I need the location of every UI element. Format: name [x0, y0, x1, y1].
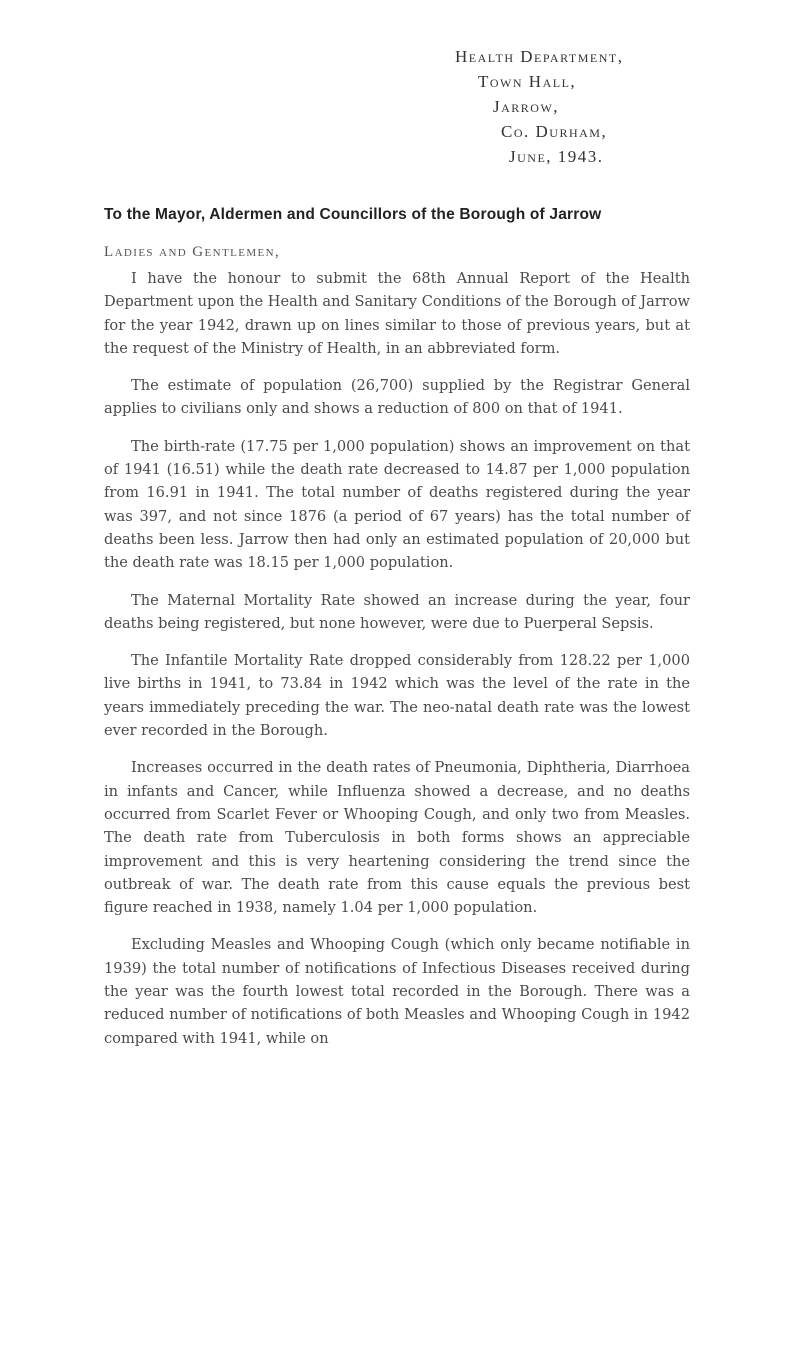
sender-address [455, 44, 623, 169]
paragraph: Increases occurred in the death rates of Pneumonia, Diphtheria, Diarrhoea in infants and Cancer, while Influenza showed a decrease, and no deaths occurred from Scarlet Fever or Whooping Cough, and only two from Measles. The death rate from Tuberculosis in both forms shows an appreciable improvement and this is very heartening considering the trend since the outbreak of war. The death rate from this cause equals the previous best figure reached in 1938, namely 1.04 per 1,000 population. [104, 759, 690, 917]
address-line-date: June, 1943. [509, 147, 604, 166]
greeting: Ladies and Gentlemen, [104, 244, 281, 260]
paragraph: I have the honour to submit the 68th Annual Report of the Health Department upon the Health and Sanitary Conditions of the Borough of Jarrow for the year 1942, drawn up on lines similar to those of previous years, but at the request of the Ministry of Health, in an abbreviated form. [104, 270, 690, 357]
paragraph: The Infantile Mortality Rate dropped considerably from 128.22 per 1,000 live births in 1941, to 73.84 in 1942 which was the level of the rate in the years immediately preceding the war. The neo-natal death rate was the lowest ever recorded in the Borough. [104, 652, 690, 740]
address-line-county: Co. Durham, [501, 122, 608, 141]
address-line-town: Jarrow, [493, 97, 560, 116]
address-line-building: Town Hall, [478, 72, 577, 91]
paragraph: The Maternal Mortality Rate showed an increase during the year, four deaths being registered, but none however, were due to Puerperal Sepsis. [104, 591, 690, 632]
paragraph: Excluding Measles and Whooping Cough (which only became notifiable in 1939) the total number of notifications of Infectious Diseases received during the year was the fourth lowest total recorded in the Borough. There was a reduced number of notifications of both Measles and Whooping Cough in 1942 compared with 1941, while on [104, 936, 690, 1047]
report-body [104, 267, 690, 1064]
addressee-heading: To the Mayor, Aldermen and Councillors of the Borough of Jarrow [104, 206, 602, 223]
paragraph: The estimate of population (26,700) supplied by the Registrar General applies to civilians only and shows a reduction of 800 on that of 1941. [104, 377, 690, 418]
address-line-department: Health Department, [455, 47, 624, 66]
paragraph: The birth-rate (17.75 per 1,000 population) shows an improvement on that of 1941 (16.51) while the death rate decreased to 14.87 per 1,000 population from 16.91 in 1941. The total number of deaths registered during the year was 397, and not since 1876 (a period of 67 years) has the total number of deaths been less. Jarrow then had only an estimated population of 20,000 but the death rate was 18.15 per 1,000 population. [104, 437, 690, 572]
